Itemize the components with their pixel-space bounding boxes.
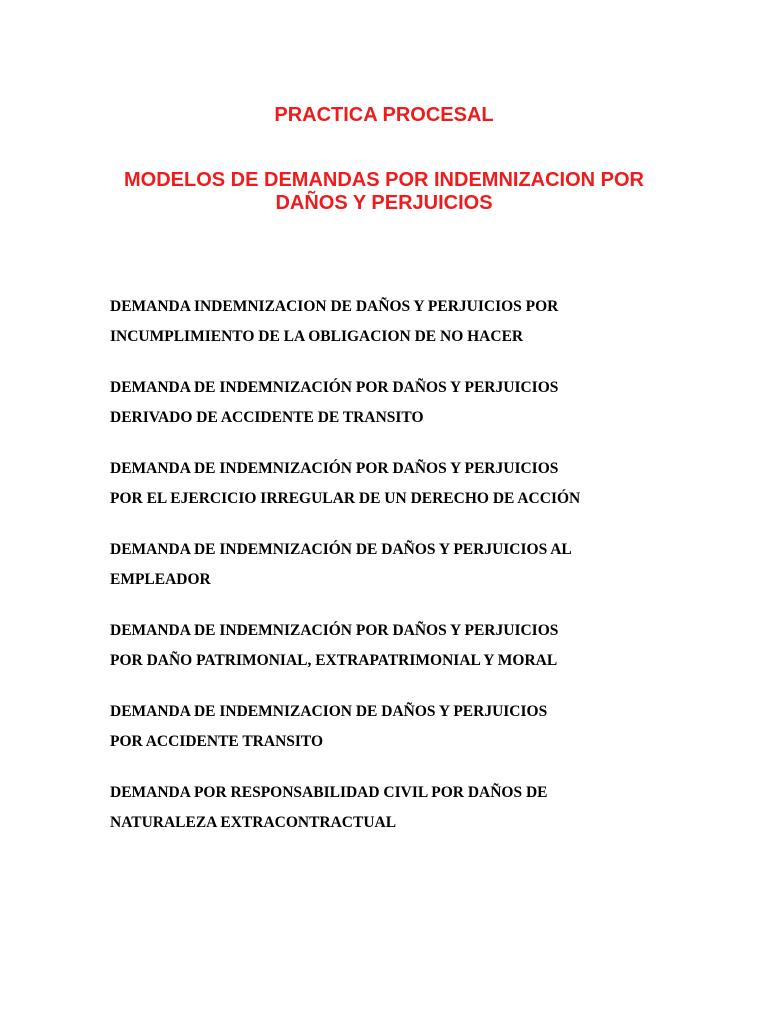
page-title: PRACTICA PROCESAL <box>274 104 494 126</box>
list-item-line-1: DEMANDA DE INDEMNIZACIÓN POR DAÑOS Y PERJUICIOS <box>110 622 559 639</box>
subtitle-line-1: MODELOS DE DEMANDAS POR INDEMNIZACION POR <box>123 169 645 191</box>
list-item-5 <box>110 616 730 676</box>
list-item-6 <box>110 697 730 757</box>
list-item-line-1: DEMANDA DE INDEMNIZACION DE DAÑOS Y PERJUICIOS <box>110 703 548 720</box>
subtitle-line-2: DAÑOS Y PERJUICIOS <box>275 192 493 214</box>
list-item-line-2: INCUMPLIMIENTO DE LA OBLIGACION DE NO HACER <box>110 328 524 345</box>
list-item-line-1: DEMANDA DE INDEMNIZACIÓN DE DAÑOS Y PERJUICIOS AL <box>110 541 572 558</box>
page-subtitle <box>0 169 768 215</box>
list-item-line-2: POR ACCIDENTE TRANSITO <box>110 733 324 750</box>
list-item-3 <box>110 454 730 514</box>
list-item-line-1: DEMANDA DE INDEMNIZACIÓN POR DAÑOS Y PERJUICIOS <box>110 460 559 477</box>
list-item-1 <box>110 292 730 352</box>
list-item-line-1: DEMANDA DE INDEMNIZACIÓN POR DAÑOS Y PERJUICIOS <box>110 379 559 396</box>
list-item-4 <box>110 535 730 595</box>
list-item-line-2: NATURALEZA EXTRACONTRACTUAL <box>110 814 397 831</box>
list-item-2 <box>110 373 730 433</box>
list-item-line-2: EMPLEADOR <box>110 571 211 588</box>
list-item-line-1: DEMANDA POR RESPONSABILIDAD CIVIL POR DAÑOS DE <box>110 784 548 801</box>
list-item-line-1: DEMANDA INDEMNIZACION DE DAÑOS Y PERJUICIOS POR <box>110 298 559 315</box>
list-item-line-2: POR EL EJERCICIO IRREGULAR DE UN DERECHO DE ACCIÓN <box>110 490 581 507</box>
list-item-7 <box>110 778 730 838</box>
list-item-line-2: DERIVADO DE ACCIDENTE DE TRANSITO <box>110 409 424 426</box>
list-item-line-2: POR DAÑO PATRIMONIAL, EXTRAPATRIMONIAL Y MORAL <box>110 652 558 669</box>
